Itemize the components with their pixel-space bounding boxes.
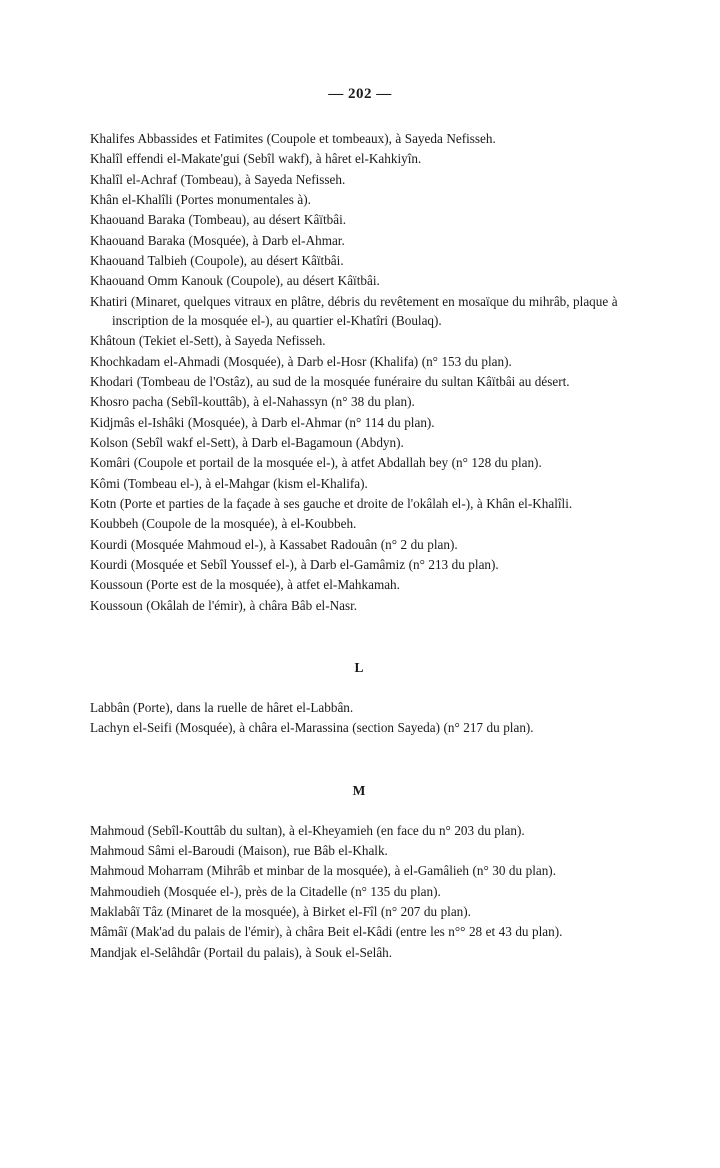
index-entry: Khatiri (Minaret, quelques vitraux en plâtre, débris du revêtement en mosaïque du mihrâb, plaque à inscription de la mosquée el-), au quartier el-Khatîri (Boulaq). (90, 293, 618, 328)
index-entry: Khaouand Talbieh (Coupole), au désert Kâïtbâi. (90, 252, 344, 268)
index-entry: Khân el-Khalîli (Portes monumentales à). (90, 191, 311, 207)
document-page (0, 86, 720, 1168)
index-section-l (90, 698, 628, 738)
index-entry: Labbân (Porte), dans la ruelle de hâret el-Labbân. (90, 699, 354, 715)
index-entry: Kidjmâs el-Ishâki (Mosquée), à Darb el-Ahmar (n° 114 du plan). (90, 414, 435, 430)
index-entry: Maklabâï Tâz (Minaret de la mosquée), à Birket el-Fîl (n° 207 du plan). (90, 903, 471, 919)
section-heading-l: L (354, 659, 364, 675)
index-entry: Mahmoudieh (Mosquée el-), près de la Citadelle (n° 135 du plan). (90, 883, 441, 899)
index-entry: Mahmoud Sâmi el-Baroudi (Maison), rue Bâb el-Khalk. (90, 842, 388, 858)
index-entry: Koubbeh (Coupole de la mosquée), à el-Koubbeh. (90, 516, 357, 532)
index-entry: Komâri (Coupole et portail de la mosquée el-), à atfet Abdallah bey (n° 128 du plan). (90, 455, 542, 471)
index-entry: Kourdi (Mosquée Mahmoud el-), à Kassabet Radouân (n° 2 du plan). (90, 536, 458, 552)
section-spacer (90, 616, 628, 660)
index-entry: Khalîl el-Achraf (Tombeau), à Sayeda Nefisseh. (90, 171, 346, 187)
section-spacer (90, 799, 628, 821)
index-entry: Koussoun (Okâlah de l'émir), à châra Bâb el-Nasr. (90, 597, 358, 613)
index-entry: Kotn (Porte et parties de la façade à ses gauche et droite de l'okâlah el-), à Khân el-Khalîli. (90, 495, 573, 511)
index-section-m (90, 821, 628, 962)
section-spacer (90, 739, 628, 783)
index-entry: Khaouand Baraka (Tombeau), au désert Kâïtbâi. (90, 212, 347, 228)
index-entry: Khalîl effendi el-Makate'gui (Sebîl wakf), à hâret el-Kahkiyîn. (90, 151, 422, 167)
index-entry: Khaouand Omm Kanouk (Coupole), au désert Kâïtbâi. (90, 273, 380, 289)
index-entry: Koussoun (Porte est de la mosquée), à atfet el-Mahkamah. (90, 577, 400, 593)
index-entry: Lachyn el-Seifi (Mosquée), à châra el-Marassina (section Sayeda) (n° 217 du plan). (90, 720, 534, 736)
index-entry: Khaouand Baraka (Mosquée), à Darb el-Ahmar. (90, 232, 345, 248)
section-heading-m: M (352, 782, 366, 798)
index-entry: Khochkadam el-Ahmadi (Mosquée), à Darb el-Hosr (Khalifa) (n° 153 du plan). (90, 353, 512, 369)
index-entry: Mandjak el-Selâhdâr (Portail du palais), à Souk el-Selâh. (90, 944, 393, 960)
index-entry: Khosro pacha (Sebîl-kouttâb), à el-Nahassyn (n° 38 du plan). (90, 394, 415, 410)
index-entry: Mâmâï (Mak'ad du palais de l'émir), à châra Beit el-Kâdi (entre les n°° 28 et 43 du plan). (90, 924, 563, 940)
page-number: — 202 — (328, 86, 392, 102)
index-content (90, 129, 628, 962)
index-entry: Kourdi (Mosquée et Sebîl Youssef el-), à Darb el-Gamâmiz (n° 213 du plan). (90, 556, 499, 572)
index-entry: Kolson (Sebîl wakf el-Sett), à Darb el-Bagamoun (Abdyn). (90, 434, 404, 450)
index-entry: Kômi (Tombeau el-), à el-Mahgar (kism el-Khalifa). (90, 475, 368, 491)
index-entry: Khodari (Tombeau de l'Ostâz), au sud de la mosquée funéraire du sultan Kâïtbâi au désert. (90, 373, 570, 389)
index-section-k (90, 129, 628, 615)
index-entry: Khâtoun (Tekiet el-Sett), à Sayeda Nefisseh. (90, 333, 326, 349)
index-entry: Mahmoud Moharram (Mihrâb et minbar de la mosquée), à el-Gamâlieh (n° 30 du plan). (90, 863, 556, 879)
index-entry: Mahmoud (Sebîl-Kouttâb du sultan), à el-Kheyamieh (en face du n° 203 du plan). (90, 822, 525, 838)
section-spacer (90, 676, 628, 698)
index-entry: Khalifes Abbassides et Fatimites (Coupole et tombeaux), à Sayeda Nefisseh. (90, 131, 496, 146)
